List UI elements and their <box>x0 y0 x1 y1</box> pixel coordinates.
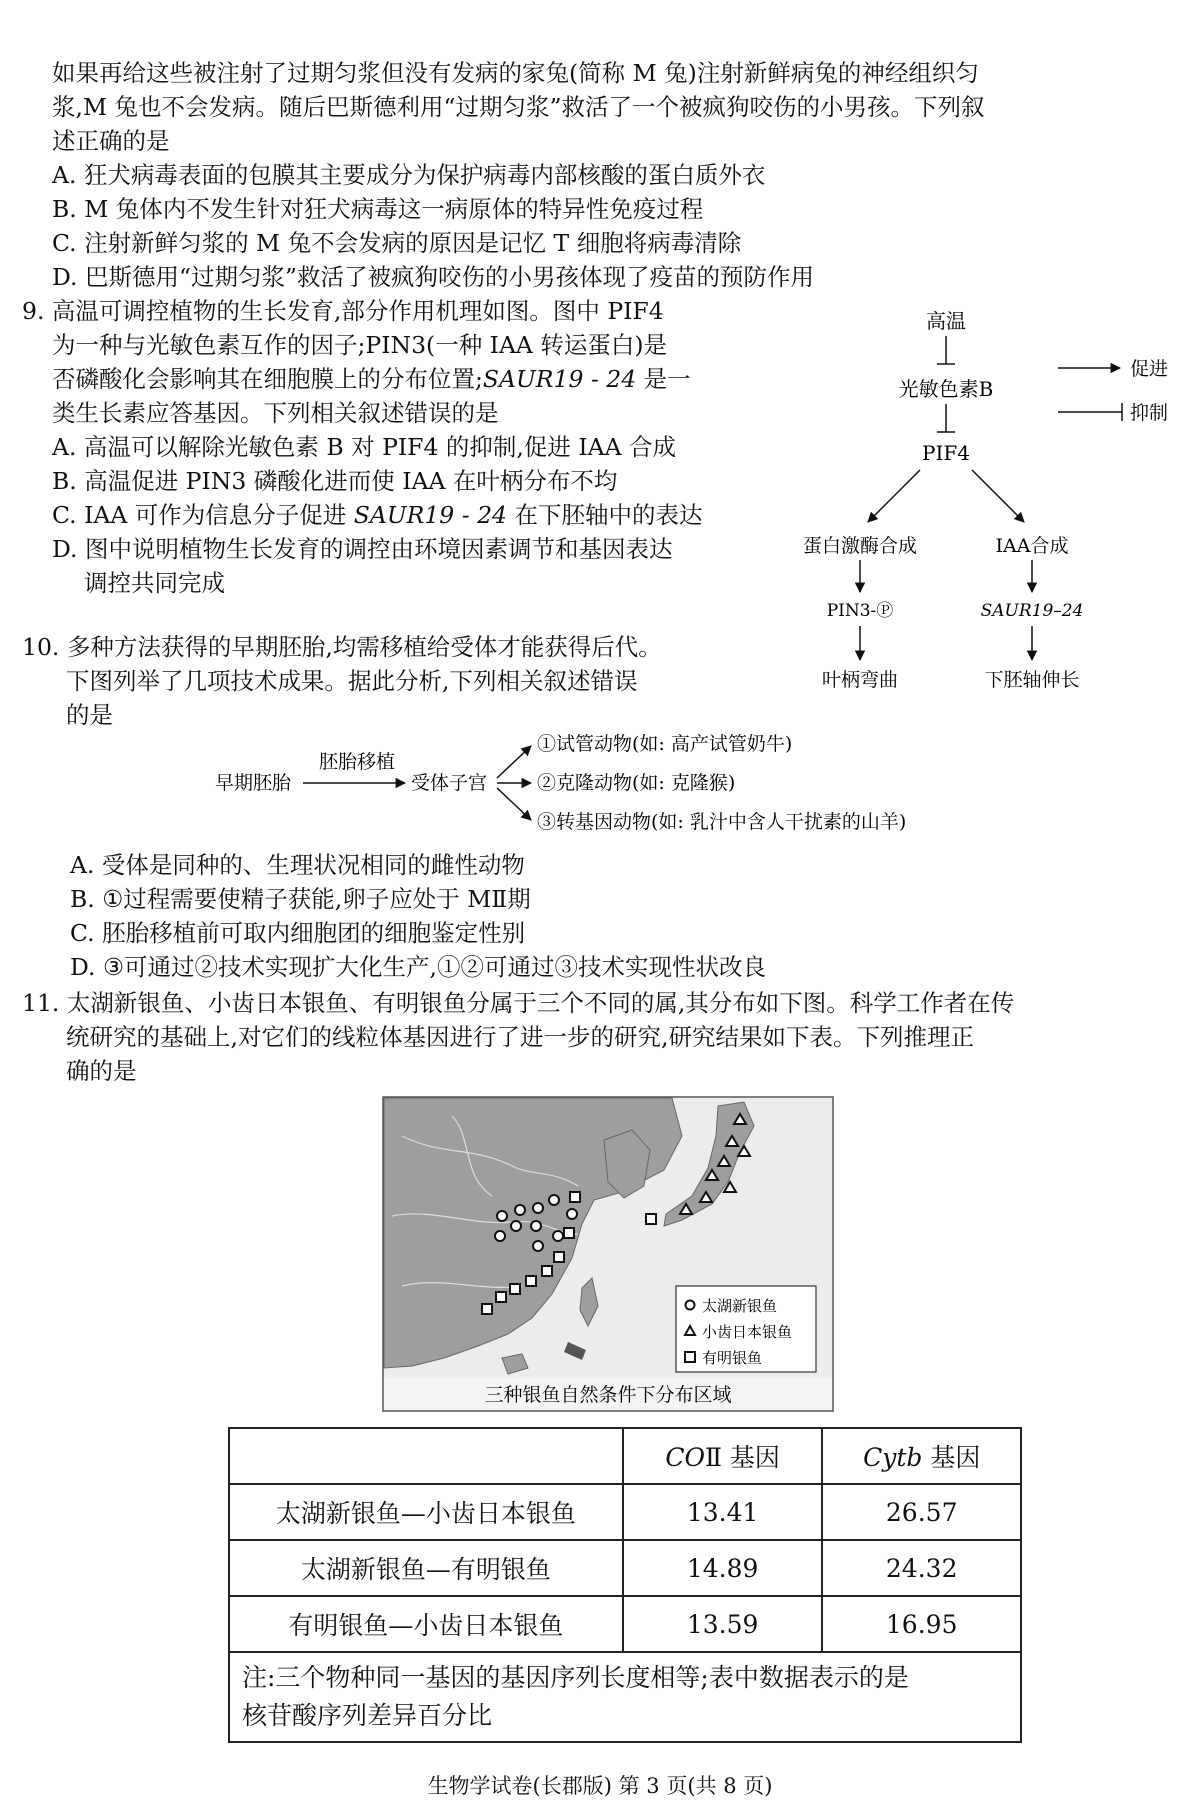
ariake-marker <box>526 1276 536 1286</box>
q10-stem-line-1: 10. 多种方法获得的早期胚胎,均需移植给受体才能获得后代。 <box>22 633 662 661</box>
q8-option-a: A. 狂犬病毒表面的包膜其主要成分为保护病毒内部核酸的蛋白质外衣 <box>52 161 766 189</box>
ariake-marker <box>542 1266 552 1276</box>
q9-stem-line-2: 为一种与光敏色素互作的因子;PIN3(一种 IAA 转运蛋白)是 <box>52 331 668 359</box>
high-temp-label: 高温 <box>926 309 966 333</box>
legend-square-icon <box>685 1352 695 1362</box>
species-pair-cell: 太湖新银鱼—有明银鱼 <box>229 1540 623 1596</box>
table-note-line-1: 注:三个物种同一基因的基因序列长度相等;表中数据表示的是 <box>242 1663 909 1692</box>
taihu-marker <box>533 1241 543 1251</box>
co2-value-cell: 13.41 <box>623 1484 823 1540</box>
q8-stem-line-3: 述正确的是 <box>52 127 170 155</box>
species-pair-cell: 太湖新银鱼—小齿日本银鱼 <box>229 1484 623 1540</box>
q9-option-a: A. 高温可以解除光敏色素 B 对 PIF4 的抑制,促进 IAA 合成 <box>52 433 677 461</box>
table-note <box>229 1652 1021 1742</box>
q9-option-c-text: C. IAA 可作为信息分子促进 <box>52 501 354 529</box>
cytb-gene-name: Cytb <box>863 1443 923 1472</box>
saur-gene-label: SAUR19–24 <box>980 601 1084 621</box>
test-tube-animal-label: ①试管动物(如: 高产试管奶牛) <box>537 733 793 755</box>
table-note-row <box>229 1652 1021 1742</box>
ariake-marker <box>496 1292 506 1302</box>
taihu-marker <box>511 1221 521 1231</box>
q9-option-d-line-1: D. 图中说明植物生长发育的调控由环境因素调节和基因表达 <box>52 535 673 563</box>
taihu-marker <box>553 1231 563 1241</box>
table-row <box>229 1484 1021 1540</box>
table-row <box>229 1596 1021 1652</box>
q8-option-d: D. 巴斯德用“过期匀浆”救活了被疯狗咬伤的小男孩体现了疫苗的预防作用 <box>52 263 814 291</box>
q10-embryo-transfer-diagram <box>215 728 1015 838</box>
promote-arrow <box>972 470 1024 522</box>
cytb-value-cell: 24.32 <box>822 1540 1021 1596</box>
q9-option-d-line-2: 调控共同完成 <box>84 569 225 597</box>
co2-gene-name: CO <box>665 1443 705 1472</box>
q9-mechanism-diagram <box>800 296 1190 696</box>
q9-option-c-text-end: 在下胚轴中的表达 <box>507 501 703 529</box>
petiole-bending-label: 叶柄弯曲 <box>821 669 899 691</box>
phytochrome-b-label: 光敏色素B <box>898 377 994 401</box>
pin3-phosphorylated-label: PIN3-Ⓟ <box>826 601 894 621</box>
q10-option-c: C. 胚胎移植前可取内细胞团的细胞鉴定性别 <box>70 919 526 947</box>
q8-stem-line-1: 如果再给这些被注射了过期匀浆但没有发病的家兔(简称 M 兔)注射新鲜病兔的神经组织匀 <box>52 59 979 87</box>
ariake-marker <box>564 1228 574 1238</box>
q11-stem-line-2: 统研究的基础上,对它们的线粒体基因进行了进一步的研究,研究结果如下表。下列推理正 <box>66 1023 974 1051</box>
legend-promote-label: 促进 <box>1130 358 1169 380</box>
map-caption: 三种银鱼自然条件下分布区域 <box>484 1384 732 1406</box>
legend-inhibit-label: 抑制 <box>1130 402 1169 424</box>
taihu-marker <box>531 1221 541 1231</box>
branch-arrow <box>497 788 531 820</box>
co2-value-cell: 14.89 <box>623 1540 823 1596</box>
table-header-cell <box>822 1428 1021 1484</box>
table-header-cell <box>623 1428 823 1484</box>
q9-stem-text-end: 是一 <box>636 365 691 393</box>
page-footer: 生物学试卷(长郡版) 第 3 页(共 8 页) <box>427 1774 773 1798</box>
saur-gene-name: SAUR19 - 24 <box>482 365 637 393</box>
q11-stem-line-1: 11. 太湖新银鱼、小齿日本银鱼、有明银鱼分属于三个不同的属,其分布如下图。科学工作者在传 <box>22 989 1015 1017</box>
cloned-animal-label: ②克隆动物(如: 克隆猴) <box>537 772 736 794</box>
q9-option-c <box>52 498 703 532</box>
table-header-row <box>229 1428 1021 1484</box>
transgenic-animal-label: ③转基因动物(如: 乳汁中含人干扰素的山羊) <box>537 811 907 833</box>
ariake-marker <box>554 1252 564 1262</box>
taihu-marker <box>567 1209 577 1219</box>
table-note-line-2: 核苷酸序列差异百分比 <box>242 1701 493 1730</box>
legend-ariake-label: 有明银鱼 <box>702 1349 763 1367</box>
protein-kinase-label: 蛋白激酶合成 <box>802 535 918 557</box>
cytb-value-cell: 16.95 <box>822 1596 1021 1652</box>
q10-option-b: B. ①过程需要使精子获能,卵子应处于 MⅡ期 <box>70 885 531 913</box>
species-pair-cell: 有明银鱼—小齿日本银鱼 <box>229 1596 623 1652</box>
legend-japanese-label: 小齿日本银鱼 <box>702 1323 793 1341</box>
q9-option-b: B. 高温促进 PIN3 磷酸化进而使 IAA 在叶柄分布不均 <box>52 467 618 495</box>
q9-stem-line-3 <box>52 362 691 396</box>
q11-stem-line-3: 确的是 <box>66 1057 137 1085</box>
ariake-marker <box>570 1192 580 1202</box>
gene-difference-table <box>228 1427 1022 1743</box>
q8-option-b: B. M 兔体内不发生针对狂犬病毒这一病原体的特异性免疫过程 <box>52 195 704 223</box>
promote-arrow <box>868 470 920 522</box>
pif4-label: PIF4 <box>922 441 970 465</box>
table-row <box>229 1540 1021 1596</box>
q8-option-c: C. 注射新鲜匀浆的 M 兔不会发病的原因是记忆 T 细胞将病毒清除 <box>52 229 742 257</box>
early-embryo-label: 早期胚胎 <box>215 772 292 794</box>
ariake-marker <box>510 1284 520 1294</box>
ariake-marker <box>646 1214 656 1224</box>
taihu-marker <box>497 1211 507 1221</box>
q9-stem-line-1: 9. 高温可调控植物的生长发育,部分作用机理如图。图中 PIF4 <box>22 297 664 325</box>
taihu-marker <box>515 1205 525 1215</box>
taihu-marker <box>549 1195 559 1205</box>
taihu-marker <box>533 1203 543 1213</box>
q10-stem-line-2: 下图列举了几项技术成果。据此分析,下列相关叙述错误 <box>66 667 638 695</box>
iaa-synthesis-label: IAA合成 <box>995 535 1069 557</box>
legend-circle-icon <box>686 1301 695 1310</box>
ariake-marker <box>482 1304 492 1314</box>
cytb-value-cell: 26.57 <box>822 1484 1021 1540</box>
q10-stem-line-3: 的是 <box>66 701 113 729</box>
co2-value-cell: 13.59 <box>623 1596 823 1652</box>
taihu-marker <box>495 1231 505 1241</box>
co2-gene-suffix: Ⅱ 基因 <box>704 1443 780 1472</box>
table-header-cell <box>229 1428 623 1484</box>
embryo-transfer-label: 胚胎移植 <box>319 751 396 773</box>
q8-stem-line-2: 浆,M 兔也不会发病。随后巴斯德利用“过期匀浆”救活了一个被疯狗咬伤的小男孩。下列叙 <box>52 93 985 121</box>
silverfish-distribution-map <box>382 1096 834 1412</box>
branch-arrow <box>497 746 531 778</box>
q10-option-a: A. 受体是同种的、生理状况相同的雌性动物 <box>70 851 525 879</box>
hypocotyl-elongation-label: 下胚轴伸长 <box>984 669 1080 691</box>
saur-gene-name: SAUR19 - 24 <box>353 501 508 529</box>
q9-stem-line-4: 类生长素应答基因。下列相关叙述错误的是 <box>52 399 499 427</box>
legend-taihu-label: 太湖新银鱼 <box>702 1297 778 1315</box>
q10-option-d: D. ③可通过②技术实现扩大化生产,①②可通过③技术实现性状改良 <box>70 953 766 981</box>
cytb-gene-suffix: 基因 <box>922 1443 981 1472</box>
recipient-uterus-label: 受体子宫 <box>411 772 488 794</box>
q9-stem-text: 否磷酸化会影响其在细胞膜上的分布位置; <box>52 365 483 393</box>
